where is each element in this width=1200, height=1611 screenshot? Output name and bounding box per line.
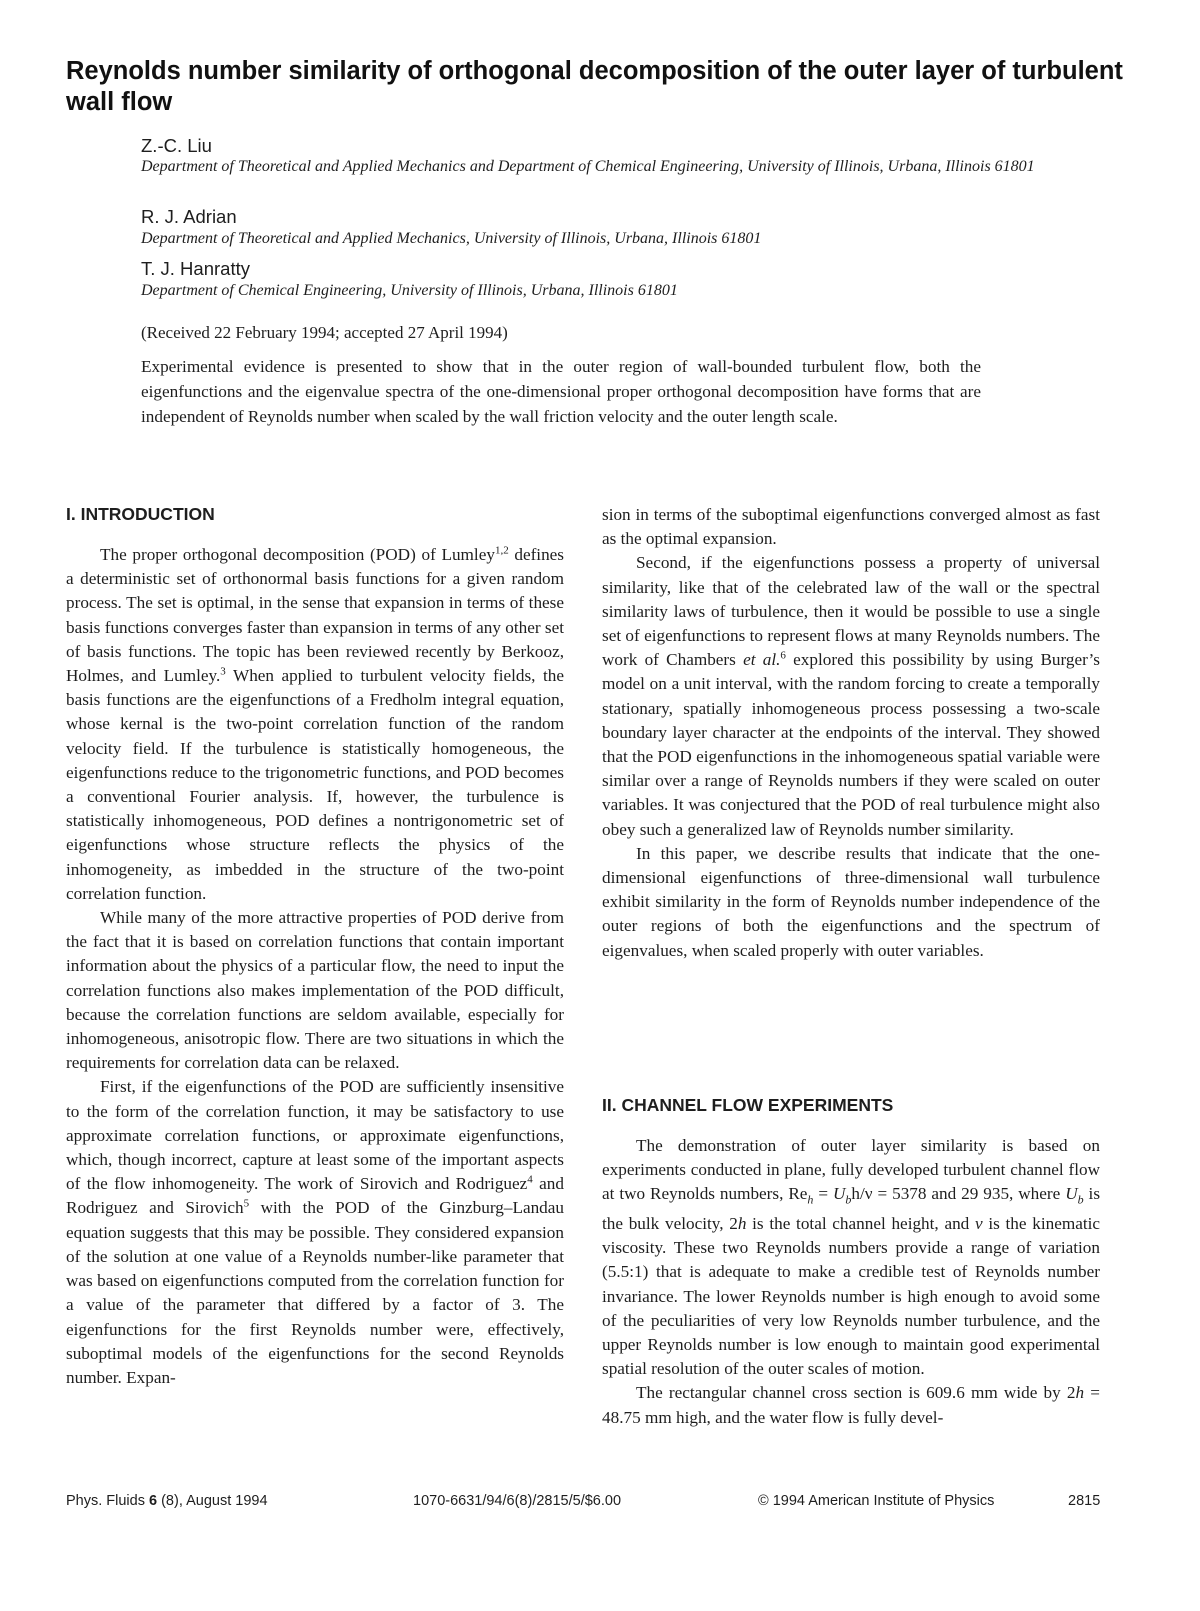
reference-marker: 6	[780, 649, 786, 662]
section-heading-introduction: I. INTRODUCTION	[66, 504, 215, 524]
right-column-section-2	[602, 1094, 1100, 1430]
right-column	[602, 503, 1100, 963]
text-run: Phys. Fluids	[66, 1493, 149, 1509]
channel-paragraph-1	[602, 1134, 1100, 1381]
text-run: h/ν = 5378 and 29 935, where	[851, 1184, 1066, 1204]
text-run: h	[807, 1192, 814, 1207]
text-run: The demonstration of outer layer similarity is based on experiments conducted in plane, fully developed turbulent channel flow at two Reynolds numbers, Re	[602, 1136, 1100, 1204]
text-run: is the kinematic viscosity. These two Reynolds numbers provide a range of variation (5.5:1) that is adequate to make a credible test of Reynolds number invariance. The lower Reynolds number is high enough to avoid some of the peculiarities of very low Reynolds number turbulence, and the upper Reynolds number is low enough to maintain good experimental spatial resolution of the outer scales of motion.	[602, 1214, 1101, 1379]
text-run: b	[845, 1192, 852, 1207]
text-run: explored this possibility by using Burger’s model on a unit interval, with the random forcing to create a temporally stationary, spatially inhomogeneous process possessing a two-scale boundary layer character at the endpoints of the interval. They showed that the POD eigenfunctions in the inhomogeneous spatial variable were similar over a range of Reynolds numbers if they were scaled on outer variables. It was conjectured that the POD of real turbulence might also obey such a generalized law of Reynolds number similarity.	[602, 650, 1100, 839]
text-run: h	[737, 1214, 747, 1234]
channel-paragraph-2	[602, 1381, 1100, 1429]
footer-copyright: © 1994 American Institute of Physics	[758, 1493, 995, 1509]
footer-journal	[66, 1493, 268, 1509]
text-run: 6	[149, 1493, 158, 1509]
text-run: Second, if the eigenfunctions possess a property of universal similarity, like that of the celebrated law of the wall or the spectral similarity laws of turbulence, then it would be possible to use a single set of eigenfunctions to represent flows at many Reynolds numbers. The work of Chambers	[602, 553, 1100, 670]
text-run: b	[1077, 1192, 1084, 1207]
text-run: and Rodriguez and Sirovich	[66, 1174, 564, 1218]
author-name: Z.-C. Liu	[141, 135, 212, 156]
text-run: U	[1065, 1184, 1078, 1204]
text-run: defines a deterministic set of orthonormal basis functions for a given random process. The set is optimal, in the sense that expansion in terms of these basis functions converges faster than expansion in terms of any other set of basis functions. The topic has been reviewed recently by Berkooz, Holmes, and Lumley.	[66, 545, 564, 686]
author-name: T. J. Hanratty	[141, 258, 250, 279]
author-affiliation: Department of Chemical Engineering, University of Illinois, Urbana, Illinois 61801	[141, 282, 678, 299]
text-run: is the total channel height, and	[746, 1214, 975, 1234]
intro-paragraph-1	[66, 543, 564, 906]
intro-paragraph-2: While many of the more attractive properties of POD derive from the fact that it is based on correlation functions that contain important information about the physics of a particular flow, the need to input the correlation functions also makes implementation of the POD difficult, because the correlation functions are seldom available, especially for inhomogeneous, anisotropic flow. There are two situations in which the requirements for correlation data can be relaxed.	[66, 908, 564, 1073]
abstract: Experimental evidence is presented to show that in the outer region of wall-bounded turbulent flow, both the eigenfunctions and the eigenvalue spectra of the one-dimensional proper orthogonal decomposition have forms that are independent of Reynolds number when scaled by the wall friction velocity and the outer length scale.	[141, 357, 981, 426]
footer-page-number: 2815	[1068, 1493, 1101, 1509]
intro-paragraph-6: In this paper, we describe results that indicate that the one-dimensional eigenfunctions of three-dimensional wall turbulence exhibit similarity in the form of Reynolds number independence of the outer regions of both the eigenfunctions and the spectrum of eigenvalues, when scaled properly with outer variables.	[602, 843, 1100, 960]
section-heading-channel-flow: II. CHANNEL FLOW EXPERIMENTS	[602, 1095, 894, 1115]
text-run: = 48.75 mm high, and the water flow is fully devel-	[602, 1383, 1101, 1427]
paper-title: Reynolds number similarity of orthogonal decomposition of the outer layer of turbulent wall flow	[66, 57, 1123, 116]
reference-marker: 3	[220, 665, 226, 678]
text-run: When applied to turbulent velocity fields, the basis functions are the eigenfunctions of a Fredholm integral equation, whose kernal is the two-point correlation function of the random velocity field. If the turbulence is statistically homogeneous, the eigenfunctions reduce to the trigonometric functions, and POD becomes a conventional Fourier analysis. If, however, the turbulence is statistically inhomogeneous, POD defines a nontrigonometric set of eigenfunctions whose structure reflects the physics of the inhomogeneity, as imbedded in the structure of the two-point correlation function.	[66, 666, 564, 903]
text-run: ν	[974, 1214, 983, 1234]
text-run: First, if the eigenfunctions of the POD are sufficiently insensitive to the form of the correlation function, it may be satisfactory to use approximate correlation functions, or approximate eigenfunctions, which, though incorrect, capture at least some of the important aspects of the flow inhomogeneity. The work of Sirovich and Rodriguez	[66, 1077, 564, 1194]
text-run: is the bulk velocity, 2	[602, 1184, 1101, 1234]
text-run: et al.	[743, 650, 781, 670]
footer-article-code: 1070-6631/94/6(8)/2815/5/$6.00	[413, 1493, 622, 1509]
text-run: The rectangular channel cross section is 609.6 mm wide by 2	[636, 1383, 1076, 1403]
reference-marker: 4	[527, 1173, 533, 1186]
text-run: (8), August 1994	[157, 1493, 268, 1509]
author-affiliation: Department of Theoretical and Applied Mechanics, University of Illinois, Urbana, Illinois 61801	[141, 230, 762, 247]
author-affiliation: Department of Theoretical and Applied Mechanics and Department of Chemical Engineering, University of Illinois, Urbana, Illinois 61801	[141, 158, 1035, 175]
intro-paragraph-5	[602, 551, 1100, 841]
intro-paragraph-3	[66, 1075, 564, 1390]
author-name: R. J. Adrian	[141, 206, 237, 227]
reference-marker: 1,2	[494, 544, 509, 557]
text-run: The proper orthogonal decomposition (POD) of Lumley	[100, 545, 495, 564]
text-run: U	[832, 1184, 846, 1204]
left-column	[66, 503, 564, 1390]
reference-marker: 5	[243, 1197, 250, 1210]
text-run: =	[813, 1184, 833, 1204]
text-run: h	[1075, 1383, 1085, 1403]
text-run: with the POD of the Ginzburg–Landau equation suggests that this may be possible. They considered expansion of the solution at one value of a Reynolds number-like parameter that was based on eigenfunctions computed from the correlation function for a value of the parameter that differed by a factor of 3. The eigenfunctions for the first Reynolds number were, effectively, suboptimal models of the eigenfunctions for the second Reynolds number. Expan-	[66, 1198, 564, 1387]
received-dates: (Received 22 February 1994; accepted 27 April 1994)	[141, 323, 508, 342]
intro-paragraph-4: sion in terms of the suboptimal eigenfunctions converged almost as fast as the optimal expansion.	[602, 505, 1100, 549]
